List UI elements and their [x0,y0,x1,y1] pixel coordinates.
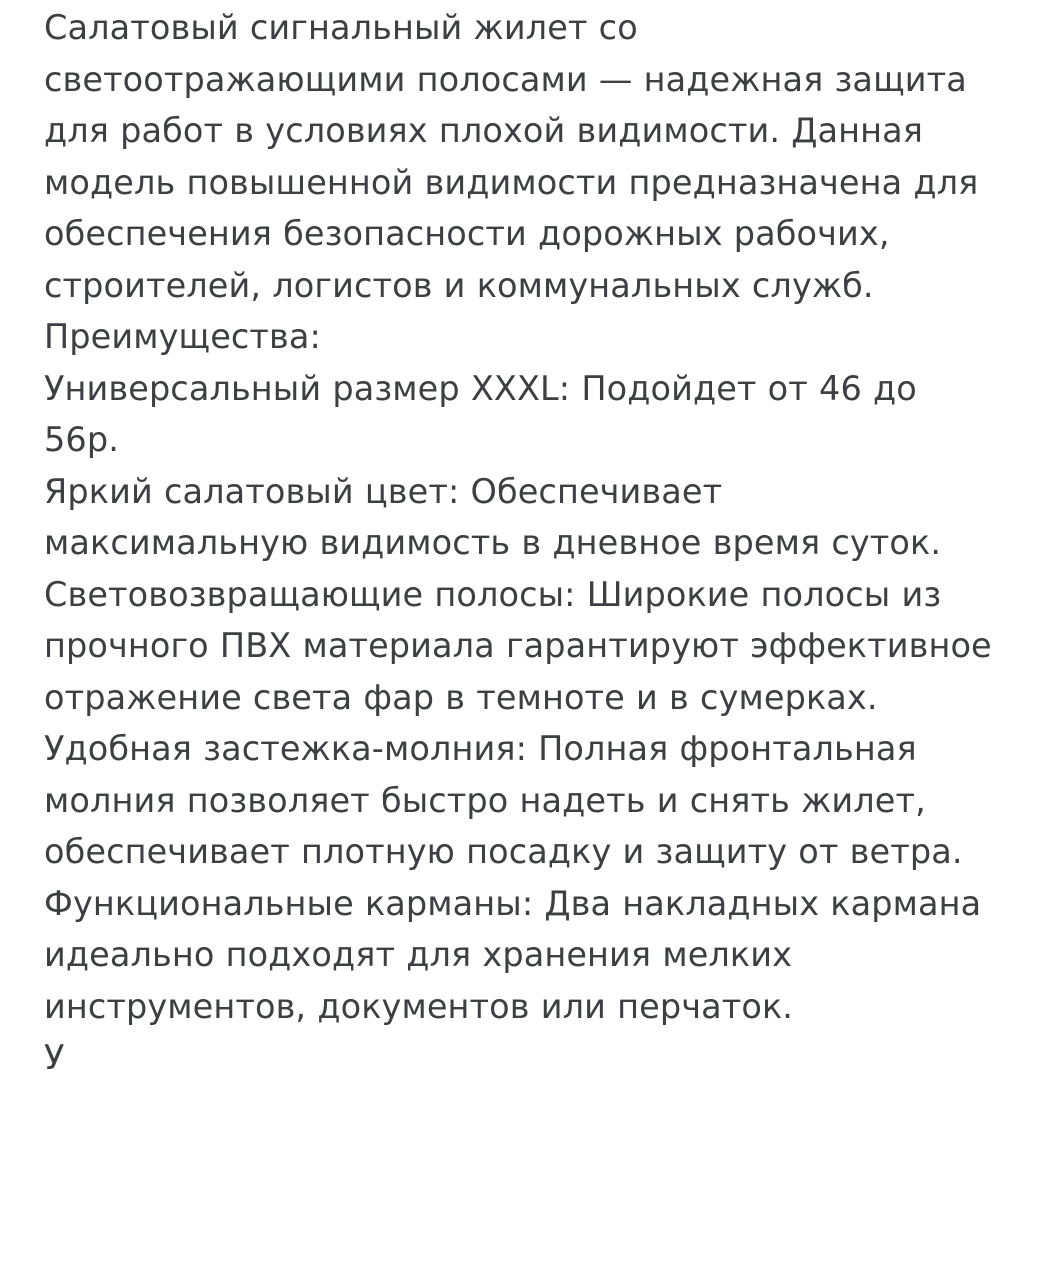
description-paragraph: Универсальный размер XXXL: Подойдет от 46 до 56р. [44,368,917,459]
product-description-text [44,0,996,1084]
description-paragraph: Салатовый сигнальный жилет со светоотражающими полосами — надежная защита для работ в условиях плохой видимости. Данная модель повышенной видимости предназначена для обеспечения безопасности дорожных рабочих, строителей, логистов и коммунальных служб. [44,8,979,305]
description-paragraph: Удобная застежка-молния: Полная фронтальная молния позволяет быстро надеть и снять жилет, обеспечивает плотную посадку и защиту от ветра. [44,729,963,871]
description-paragraph-truncated: У [44,1038,65,1077]
advantages-heading: Преимущества: [44,317,321,356]
description-paragraph: Световозвращающие полосы: Широкие полосы из прочного ПВХ материала гарантируют эффективное отражение света фар в темноте и в сумерках. [44,574,992,717]
description-paragraph: Функциональные карманы: Два накладных кармана идеально подходят для хранения мелких инструментов, документов или перчаток. [44,883,982,1026]
description-paragraph: Яркий салатовый цвет: Обеспечивает максимальную видимость в дневное время суток. [44,471,942,562]
